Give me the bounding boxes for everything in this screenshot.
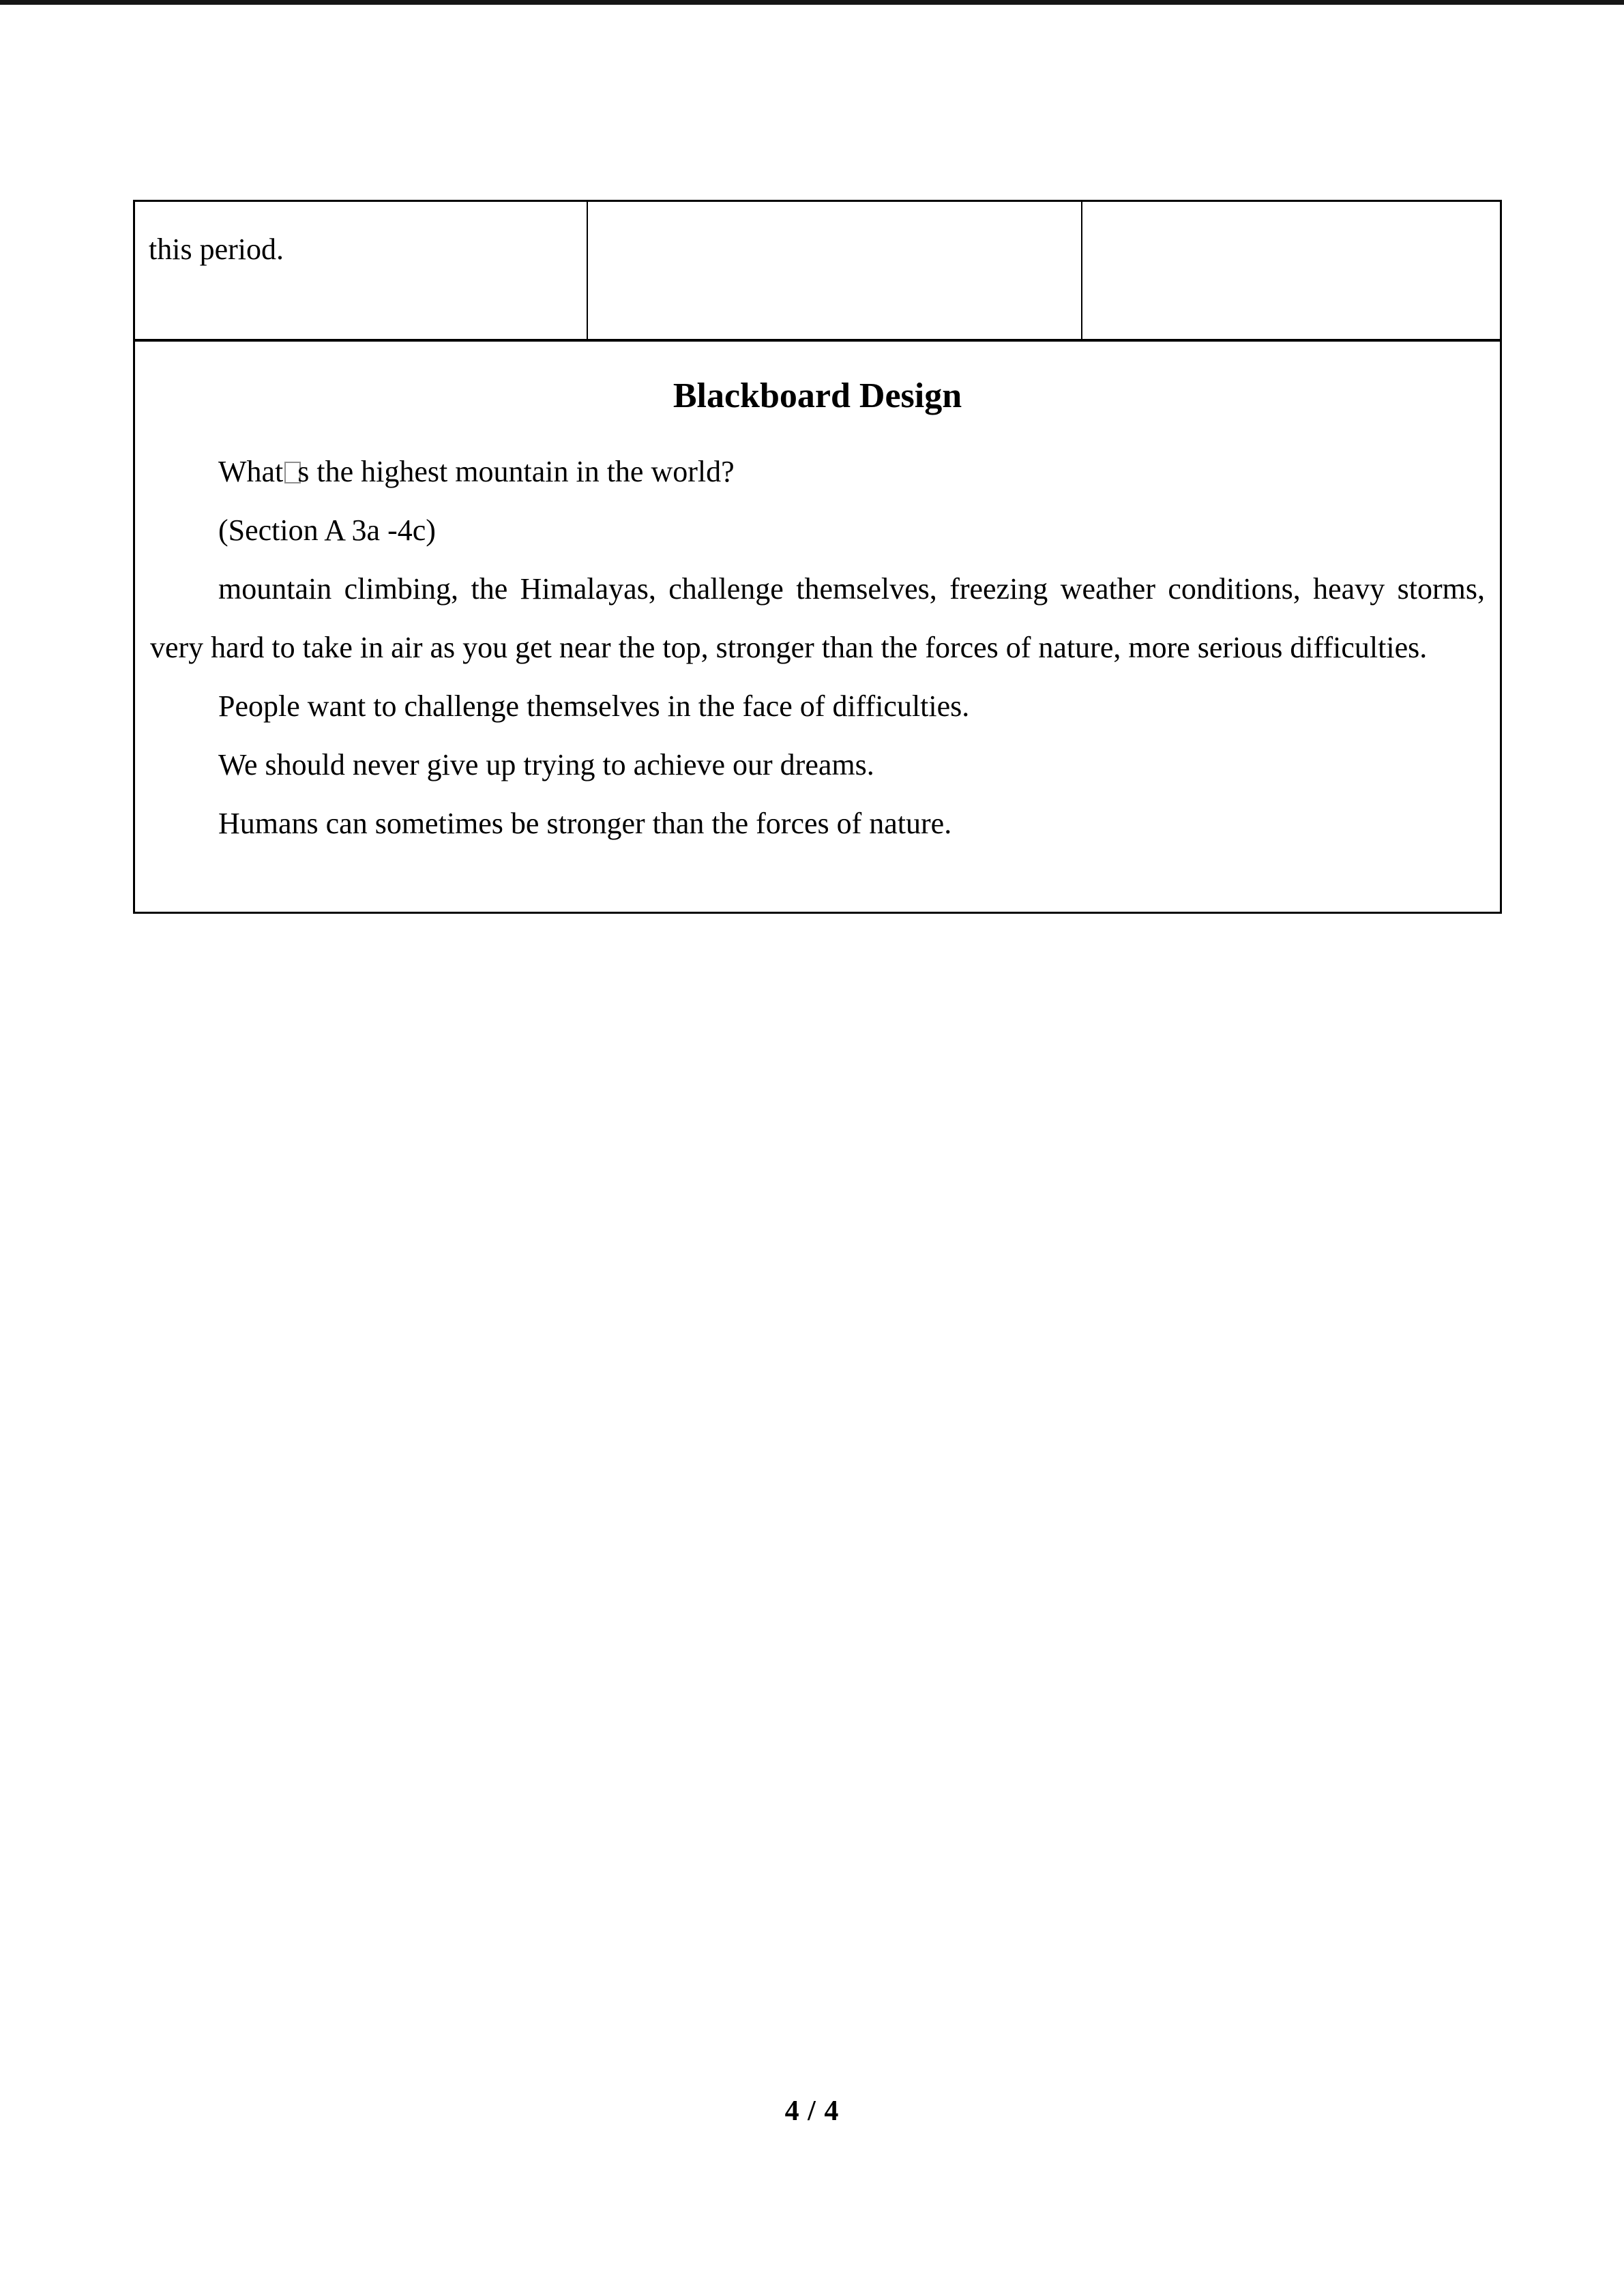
window-top-edge	[0, 0, 1624, 5]
table-row	[135, 202, 1500, 342]
point-line-1: People want to challenge themselves in the face of difficulties.	[218, 689, 970, 723]
point-line-2: We should never give up trying to achieve our dreams.	[218, 748, 874, 781]
blackboard-design-title: Blackboard Design	[673, 376, 962, 415]
section-ref-line: (Section A 3a -4c)	[218, 513, 436, 547]
question-line	[150, 443, 1485, 501]
question-line-pre: What	[218, 455, 284, 488]
table-cell-empty-1	[588, 202, 1082, 339]
keywords-paragraph: mountain climbing, the Himalayas, challenge themselves, freezing weather conditions, heavy storms, very hard to take in air as you get near the top, stronger than the forces of nature, more serious difficulties.	[150, 572, 1485, 664]
point-line-3: Humans can sometimes be stronger than the forces of nature.	[218, 807, 952, 840]
question-line-post: s the highest mountain in the world?	[297, 455, 735, 488]
page-number: 4 / 4	[784, 2096, 840, 2127]
table-cell-this-period: this period.	[135, 202, 588, 339]
table-cell-empty-2	[1082, 202, 1500, 339]
lesson-plan-table	[133, 200, 1502, 914]
blackboard-design-cell	[135, 342, 1500, 912]
